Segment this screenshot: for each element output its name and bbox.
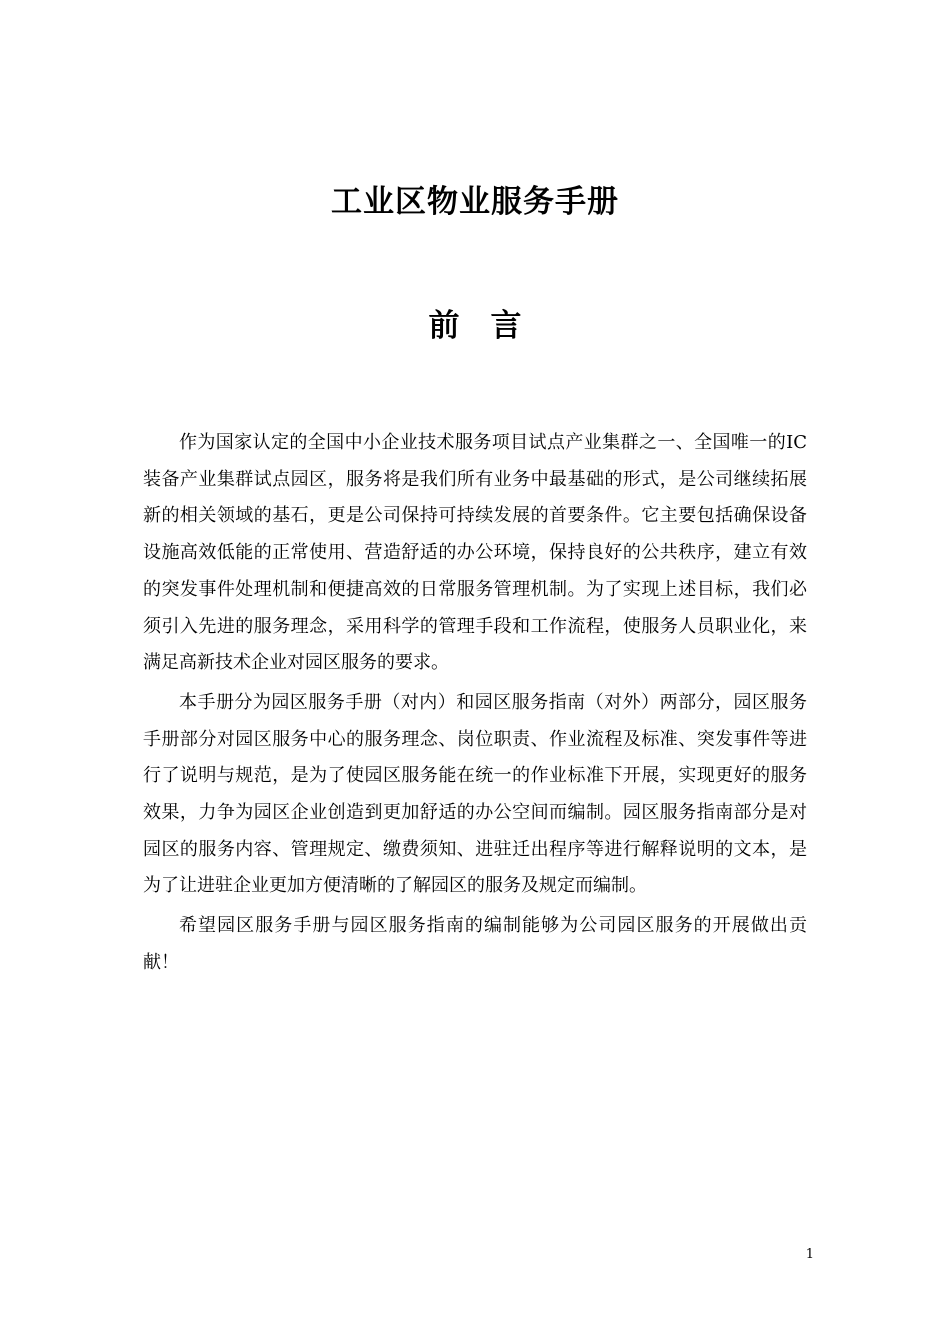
document-title: 工业区物业服务手册 [331, 184, 619, 220]
preface-heading: 前 言 [428, 308, 522, 344]
preface-paragraph-1: 作为国家认定的全国中小企业技术服务项目试点产业集群之一、全国唯一的IC装备产业集群试点园区，服务将是我们所有业务中最基础的形式，是公司继续拓展新的相关领域的基石，更是公司保持可持续发展的首要条件。它主要包括确保设备设施高效低能的正常使用、营造舒适的办公环境，保持良好的公共秩序，建立有效的突发事件处理机制和便捷高效的日常服务管理机制。为了实现上述目标，我们必须引入先进的服务理念，采用科学的管理手段和工作流程，使服务人员职业化，来满足高新技术企业对园区服务的要求。 [143, 432, 807, 674]
preface-paragraph-2: 本手册分为园区服务手册（对内）和园区服务指南（对外）两部分，园区服务手册部分对园区服务中心的服务理念、岗位职责、作业流程及标准、突发事件等进行了说明与规范，是为了使园区服务能在统一的作业标准下开展，实现更好的服务效果，力争为园区企业创造到更加舒适的办公空间而编制。园区服务指南部分是对园区的服务内容、管理规定、缴费须知、进驻迁出程序等进行解释说明的文本，是为了让进驻企业更加方便清晰的了解园区的服务及规定而编制。 [143, 691, 807, 897]
page-number: 1 [805, 1247, 814, 1262]
preface-paragraph-3: 希望园区服务手册与园区服务指南的编制能够为公司园区服务的开展做出贡献！ [143, 915, 807, 973]
preface-body [143, 425, 807, 985]
